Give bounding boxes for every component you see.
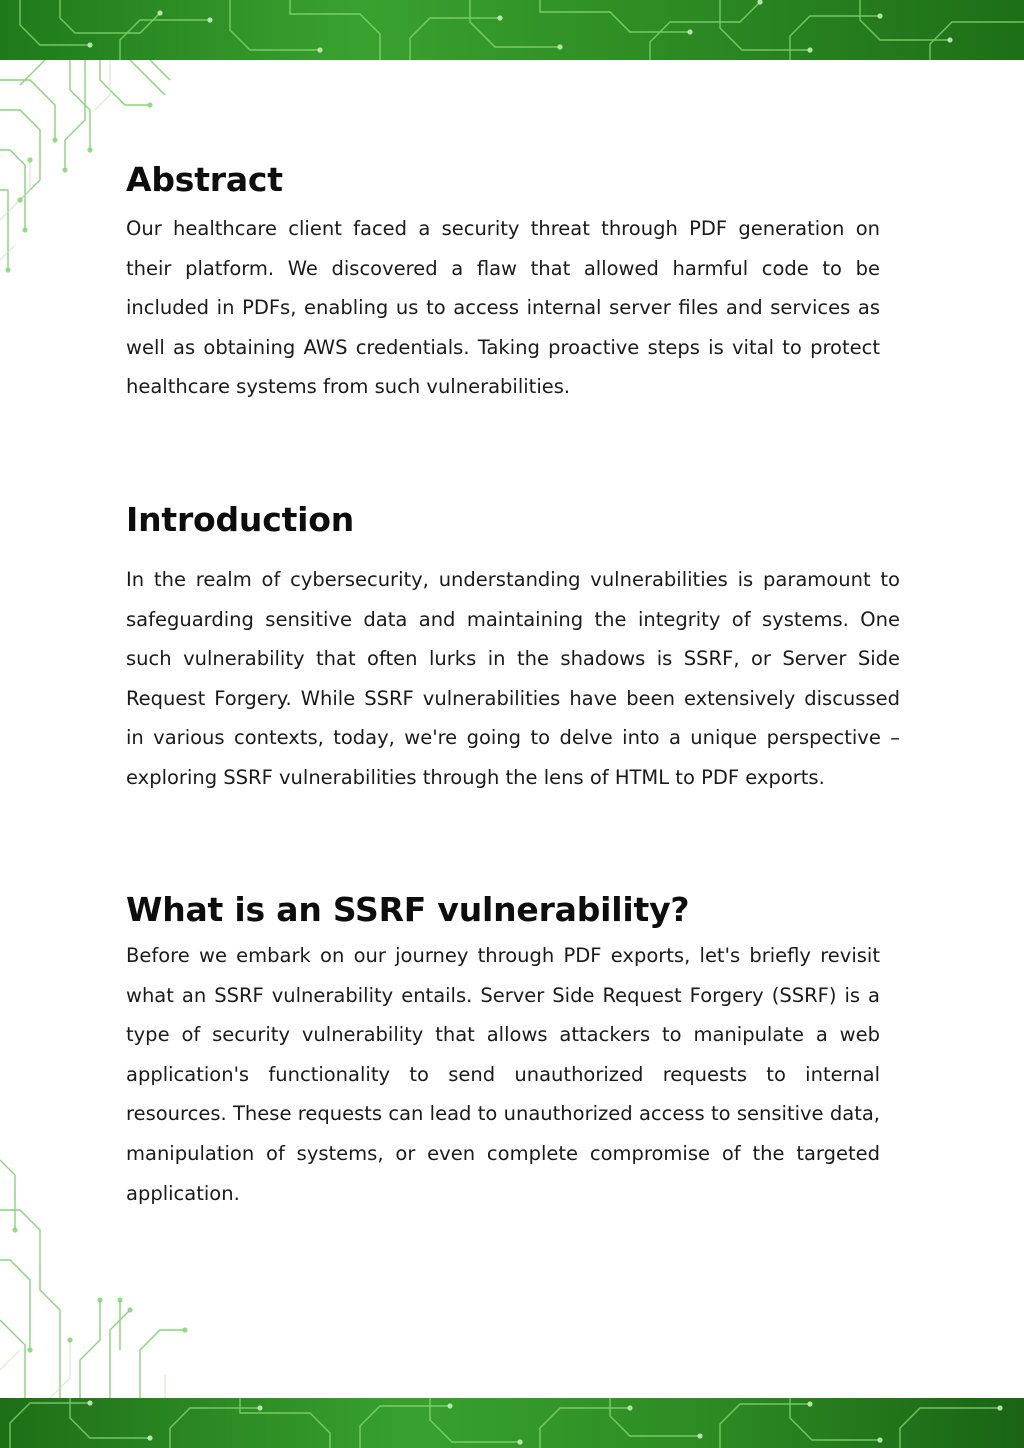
- ssrf-heading: What is an SSRF vulnerability?: [126, 890, 690, 929]
- top-circuit-band: [0, 0, 1024, 60]
- bottom-circuit-band: [0, 1398, 1024, 1448]
- abstract-heading: Abstract: [126, 160, 283, 199]
- ssrf-section: [126, 890, 880, 1213]
- introduction-section: [126, 500, 900, 798]
- circuit-pattern-bottom: [0, 1398, 1024, 1448]
- abstract-paragraph: Our healthcare client faced a security threat through PDF generation on their platform. We discovered a flaw that allowed harmful code to be included in PDFs, enabling us to access internal server files and services as well as obtaining AWS credentials. Taking proactive steps is vital to protect healthcare systems from such vulnerabilities.: [126, 217, 880, 399]
- abstract-section: [126, 160, 880, 407]
- circuit-pattern-top: [0, 0, 1024, 60]
- introduction-heading: Introduction: [126, 500, 355, 539]
- ssrf-paragraph: Before we embark on our journey through PDF exports, let's briefly revisit what an SSRF vulnerability entails. Server Side Request Forgery (SSRF) is a type of security vulnerability that allows attackers to manipulate a web application's functionality to send unauthorized requests to internal resources. These requests can lead to unauthorized access to sensitive data, manipulation of systems, or even complete compromise of the targeted application.: [126, 944, 880, 1205]
- introduction-paragraph: In the realm of cybersecurity, understanding vulnerabilities is paramount to safeguarding sensitive data and maintaining the integrity of systems. One such vulnerability that often lurks in the shadows is SSRF, or Server Side Request Forgery. While SSRF vulnerabilities have been extensively discussed in various contexts, today, we're going to delve into a unique perspective – exploring SSRF vulnerabilities through the lens of HTML to PDF exports.: [126, 568, 900, 789]
